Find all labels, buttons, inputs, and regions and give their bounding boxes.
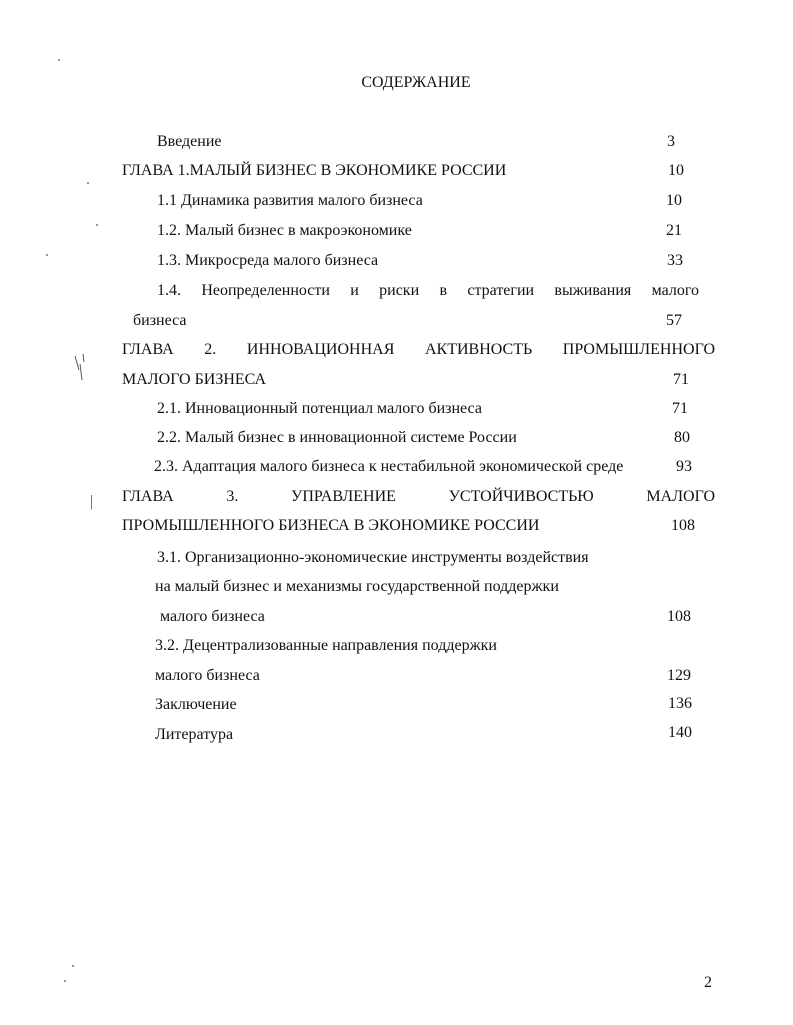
toc-entry-label: 1.2. Малый бизнес в макроэкономике	[157, 222, 412, 239]
toc-entry-page: 10	[668, 162, 684, 179]
toc-entry-label: 1.1 Динамика развития малого бизнеса	[157, 192, 423, 209]
toc-entry-label-line1: ГЛАВА 2. ИННОВАЦИОННАЯ АКТИВНОСТЬ ПРОМЫШЛЕННОГО	[122, 341, 715, 358]
toc-entry-page: 33	[667, 252, 683, 269]
toc-entry-label-line1: 1.4. Неопределенности и риски в стратегии выживания малого	[157, 282, 699, 299]
page-title: СОДЕРЖАНИЕ	[361, 74, 471, 91]
toc-entry-page: 93	[676, 458, 692, 475]
toc-entry-page: 21	[666, 222, 682, 239]
scan-mark-decoration	[72, 352, 92, 384]
toc-entry-label-line1: 3.1. Организационно-экономические инструменты воздействия	[157, 549, 589, 566]
toc-entry-label-line2: малого бизнеса	[155, 667, 260, 684]
toc-entry-label: Заключение	[155, 696, 237, 713]
scan-speck	[87, 182, 89, 184]
toc-entry-page: 10	[666, 192, 682, 209]
toc-entry-label-line1: ГЛАВА 3. УПРАВЛЕНИЕ УСТОЙЧИВОСТЬЮ МАЛОГО	[122, 488, 715, 505]
toc-entry-page: 129	[667, 667, 691, 684]
toc-entry-page: 108	[671, 517, 695, 534]
toc-entry-page: 140	[668, 724, 692, 741]
scan-mark-decoration: |	[90, 493, 94, 510]
toc-entry-label: Введение	[157, 133, 222, 150]
scan-speck	[96, 224, 98, 226]
toc-entry-label-line2: ПРОМЫШЛЕННОГО БИЗНЕСА В ЭКОНОМИКЕ РОССИИ	[122, 517, 540, 534]
toc-entry-page: 80	[674, 429, 690, 446]
toc-entry-label: ГЛАВА 1.МАЛЫЙ БИЗНЕС В ЭКОНОМИКЕ РОССИИ	[122, 162, 507, 179]
toc-entry-label-line3: малого бизнеса	[160, 608, 265, 625]
toc-entry-label-line2: на малый бизнес и механизмы государственной поддержки	[155, 578, 559, 595]
scan-speck	[72, 965, 74, 967]
toc-entry-label: 2.2. Малый бизнес в инновационной системе России	[157, 429, 517, 446]
toc-entry-page: 57	[666, 312, 682, 329]
toc-entry-label: 2.3. Адаптация малого бизнеса к нестабильной экономической среде	[154, 458, 624, 475]
scan-speck	[58, 59, 60, 61]
scan-speck	[46, 254, 48, 256]
toc-entry-label-line2: МАЛОГО БИЗНЕСА	[122, 371, 267, 388]
toc-entry-label: Литература	[155, 726, 234, 743]
toc-entry-page: 108	[667, 608, 691, 625]
page-number: 2	[704, 974, 712, 991]
toc-entry-page: 136	[668, 695, 692, 712]
toc-entry-page: 71	[673, 371, 689, 388]
toc-entry-page: 3	[667, 133, 675, 150]
scan-speck	[64, 980, 66, 982]
toc-entry-label-line1: 3.2. Децентрализованные направления поддержки	[155, 637, 497, 654]
toc-entry-label-line2: бизнеса	[133, 312, 187, 329]
toc-entry-label: 2.1. Инновационный потенциал малого бизнеса	[157, 400, 482, 417]
toc-entry-page: 71	[672, 400, 688, 417]
toc-entry-label: 1.3. Микросреда малого бизнеса	[157, 252, 379, 269]
